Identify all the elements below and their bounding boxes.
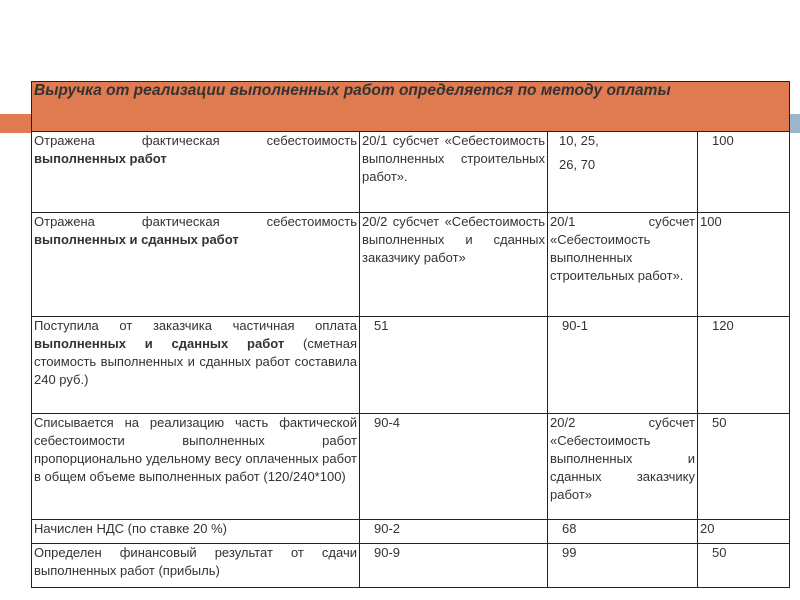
description-text: Поступила от заказчика частичная оплата [34, 318, 357, 333]
row-description: Списывается на реализацию часть фактической себестоимости выполненных работ пропорционально удельному весу оплаченных работ в общем объеме выполненных работ (120/240*100) [32, 414, 360, 520]
row-description [32, 213, 360, 317]
row-credit: 20/1 субсчет «Себестоимость выполненных строительных работ». [548, 213, 698, 317]
table-header-row [32, 82, 790, 132]
accent-bar-left [0, 114, 31, 133]
row-description [32, 317, 360, 414]
debit-value: 90-4 [374, 415, 401, 430]
row-amount: 20 [698, 520, 790, 544]
description-bold-text: выполненных и сданных работ [34, 336, 285, 351]
row-debit [360, 414, 548, 520]
row-credit [548, 520, 698, 544]
row-amount [698, 317, 790, 414]
amount-value: 50 [712, 415, 727, 430]
credit-value: 68 [562, 521, 577, 536]
debit-value: 90-9 [374, 545, 401, 560]
description-tail-text: (сметная стоимость выполненных и сданных работ составила 240 руб.) [34, 336, 357, 387]
credit-value: 90-1 [562, 318, 589, 333]
table-row [32, 132, 790, 213]
row-debit [360, 544, 548, 588]
table-row [32, 414, 790, 520]
row-debit: 20/2 субсчет «Себестоимость выполненных и сданных заказчику работ» [360, 213, 548, 317]
row-amount: 100 [698, 213, 790, 317]
row-description: Определен финансовый результат от сдачи выполненных работ (прибыль) [32, 544, 360, 588]
description-text: Отражена фактическая себестоимость [34, 133, 357, 148]
journal-entries-table [31, 81, 790, 588]
row-debit [360, 317, 548, 414]
description-bold-text: выполненных работ [34, 151, 167, 166]
row-debit: 20/1 субсчет «Себестоимость выполненных строительных работ». [360, 132, 548, 213]
table-header: Выручка от реализации выполненных работ определяется по методу оплаты [32, 82, 790, 132]
debit-value: 90-2 [374, 521, 401, 536]
description-bold-text: выполненных и сданных работ [34, 232, 239, 247]
description-text: Отражена фактическая себестоимость [34, 214, 357, 229]
row-credit [548, 132, 698, 213]
row-credit [548, 544, 698, 588]
row-amount [698, 414, 790, 520]
credit-value: 99 [562, 545, 577, 560]
row-amount [698, 132, 790, 213]
credit-line-1: 10, 25, [559, 133, 599, 148]
row-description [32, 132, 360, 213]
table-row [32, 213, 790, 317]
row-description: Начислен НДС (по ставке 20 %) [32, 520, 360, 544]
row-amount [698, 544, 790, 588]
table-row [32, 520, 790, 544]
table-row [32, 544, 790, 588]
row-debit [360, 520, 548, 544]
credit-line-2: 26, 70 [559, 157, 596, 172]
debit-value: 51 [374, 318, 389, 333]
amount-value: 50 [712, 545, 727, 560]
amount-value: 100 [712, 133, 734, 148]
amount-value: 120 [712, 318, 734, 333]
row-credit: 20/2 субсчет «Себестоимость выполненных и сданных заказчику работ» [548, 414, 698, 520]
table-row [32, 317, 790, 414]
row-credit [548, 317, 698, 414]
accent-bar-right [789, 114, 800, 133]
